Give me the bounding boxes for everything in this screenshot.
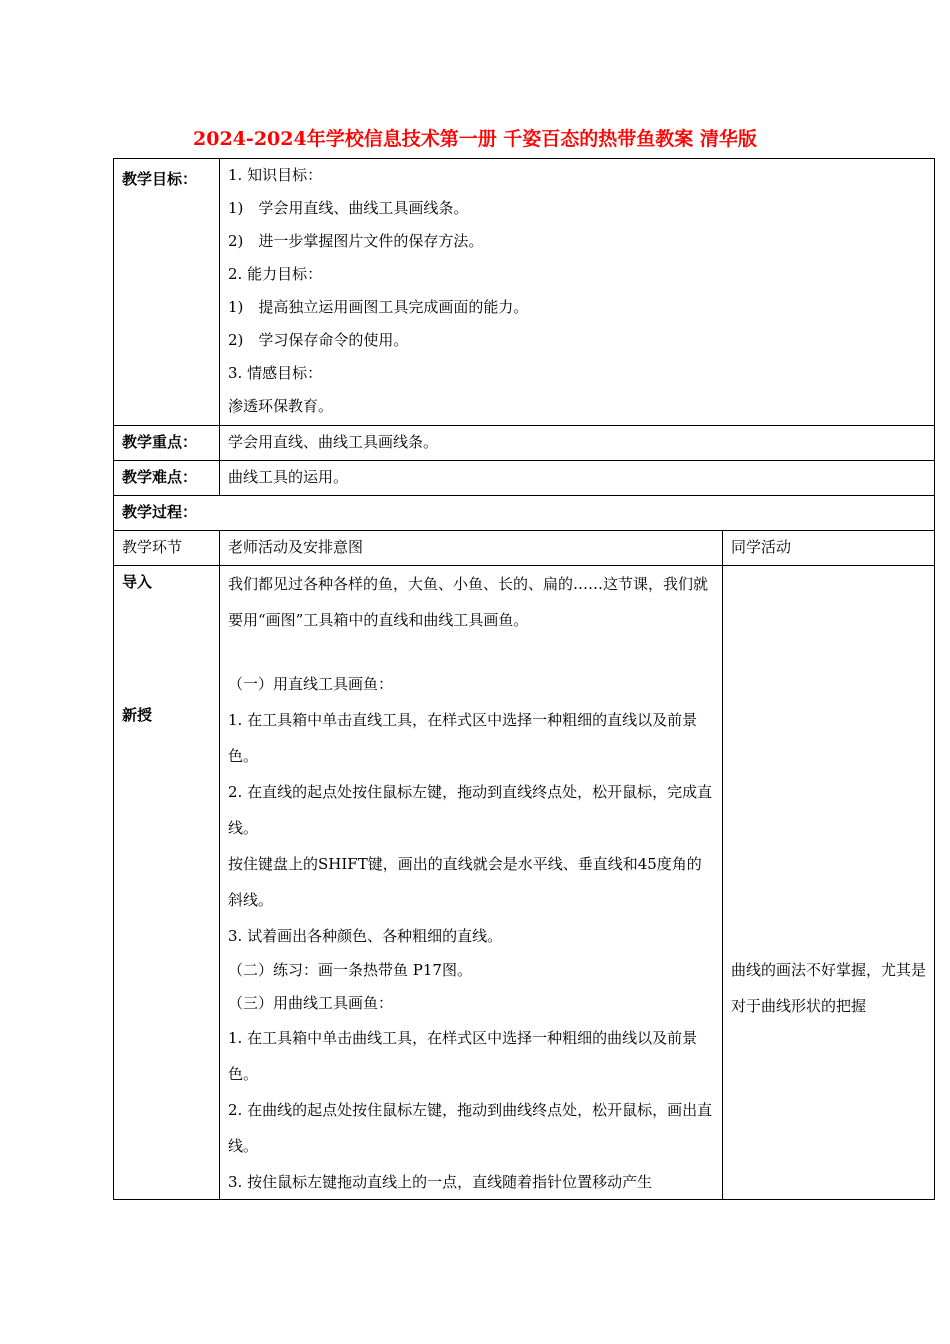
key-point-label: 教学重点：	[114, 426, 220, 461]
teacher-paragraph: 2. 在曲线的起点处按住鼠标左键，拖动到曲线终点处，松开鼠标，画出直线。	[228, 1101, 713, 1155]
teacher-paragraph: 按住键盘上的SHIFT键，画出的直线就会是水平线、垂直线和45度角的斜线。	[228, 855, 702, 909]
teacher-paragraph: （三）用曲线工具画鱼：	[228, 994, 394, 1012]
objectives-label: 教学目标：	[114, 159, 220, 426]
teacher-paragraph	[228, 638, 714, 666]
student-activity-text: 曲线的画法不好掌握，尤其是对于曲线形状的把握	[731, 961, 927, 1015]
objective-line: 渗透环保教育。	[228, 397, 334, 415]
objective-line: 1. 知识目标：	[228, 166, 323, 184]
key-point-row	[114, 426, 935, 461]
teacher-paragraph: 1. 在工具箱中单击直线工具，在样式区中选择一种粗细的直线以及前景色。	[228, 711, 698, 765]
objectives-content	[220, 159, 935, 426]
objectives-row	[114, 159, 935, 426]
stage-cell	[114, 566, 220, 1200]
student-activity-cell	[723, 566, 935, 1200]
stage-new: 新授	[122, 706, 153, 724]
objective-line: 3. 情感目标：	[228, 364, 323, 382]
teacher-activity-cell	[220, 566, 723, 1200]
teacher-paragraph: （一）用直线工具画鱼：	[228, 675, 394, 693]
lesson-plan-table	[113, 158, 935, 1200]
process-label: 教学过程：	[114, 496, 935, 531]
document-title: 2024-2024年学校信息技术第一册 千姿百态的热带鱼教案 清华版	[193, 128, 757, 150]
column-header-row	[114, 531, 935, 566]
stage-column-header: 教学环节	[114, 531, 220, 566]
student-column-header: 同学活动	[723, 531, 935, 566]
difficulty-label: 教学难点：	[114, 461, 220, 496]
teacher-column-header: 老师活动及安排意图	[220, 531, 723, 566]
teacher-paragraph: 1. 在工具箱中单击曲线工具，在样式区中选择一种粗细的曲线以及前景色。	[228, 1029, 698, 1083]
stage-intro: 导入	[122, 573, 153, 591]
objective-line: 1) 提高独立运用画图工具完成画面的能力。	[228, 298, 529, 316]
difficulty-value: 曲线工具的运用。	[220, 461, 935, 496]
difficulty-row	[114, 461, 935, 496]
key-point-value: 学会用直线、曲线工具画线条。	[220, 426, 935, 461]
objective-line: 2) 进一步掌握图片文件的保存方法。	[228, 232, 484, 250]
process-row	[114, 496, 935, 531]
objective-line: 2. 能力目标：	[228, 265, 323, 283]
teacher-paragraph: （二）练习：画一条热带鱼 P17图。	[228, 961, 472, 979]
teacher-paragraph: 我们都见过各种各样的鱼，大鱼、小鱼、长的、扁的……这节课，我们就要用“画图”工具箱中的直线和曲线工具画鱼。	[228, 575, 709, 629]
objective-line: 1) 学会用直线、曲线工具画线条。	[228, 199, 469, 217]
objective-line: 2) 学习保存命令的使用。	[228, 331, 409, 349]
teacher-paragraph: 3. 按住鼠标左键拖动直线上的一点，直线随着指针位置移动产生	[228, 1173, 653, 1191]
teacher-paragraph: 3. 试着画出各种颜色、各种粗细的直线。	[228, 927, 503, 945]
content-row	[114, 566, 935, 1200]
teacher-paragraph: 2. 在直线的起点处按住鼠标左键，拖动到直线终点处，松开鼠标，完成直线。	[228, 783, 713, 837]
